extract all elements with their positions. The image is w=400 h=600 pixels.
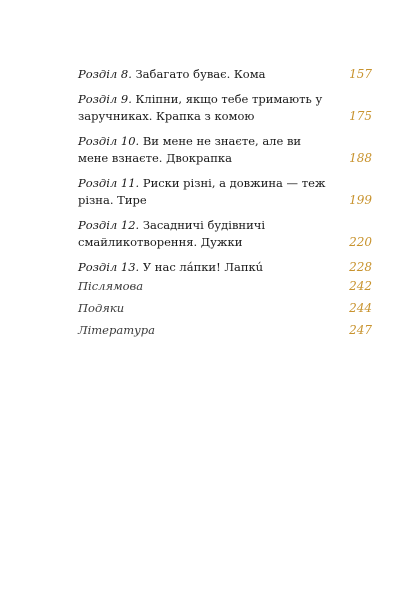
page-number: 244 (349, 301, 372, 315)
chapter-prefix: Розділ 9. (78, 92, 132, 106)
page-number: 188 (349, 151, 372, 165)
toc-entry-chapter-13[interactable] (78, 259, 372, 276)
backmatter-title: Подяки (78, 301, 125, 315)
page-number: 242 (349, 279, 372, 293)
page-number: 247 (349, 323, 372, 337)
page-number: 157 (349, 67, 372, 81)
toc-entry-chapter-8[interactable] (78, 66, 372, 83)
page-number: 220 (349, 235, 372, 249)
toc-entry-afterword[interactable] (78, 278, 372, 295)
page-number: 228 (349, 260, 372, 274)
toc-entry-chapter-12[interactable] (78, 217, 372, 251)
page-number: 199 (349, 193, 372, 207)
chapter-title: У нас лáпки! Лапкú (142, 260, 264, 274)
backmatter-title: Література (78, 323, 155, 337)
chapter-prefix: Розділ 10. (78, 134, 140, 148)
chapter-prefix: Розділ 13. (78, 260, 140, 274)
backmatter-title: Післямова (78, 279, 144, 293)
backmatter-list (78, 278, 372, 344)
toc-entry-chapter-10[interactable] (78, 133, 372, 167)
chapter-list (78, 66, 372, 284)
chapter-prefix: Розділ 8. (78, 67, 132, 81)
toc-entry-chapter-9[interactable] (78, 91, 372, 125)
toc-entry-chapter-11[interactable] (78, 175, 372, 209)
chapter-title: Ви мене не знаєте, але ви мене взнаєте. Двокрапка (78, 134, 302, 165)
chapter-title: Кліпни, якщо тебе тримають у заручниках. Крапка з комою (78, 92, 323, 123)
chapter-title: Риски різні, а довжина — теж різна. Тире (78, 176, 326, 207)
toc-entry-acknowledgements[interactable] (78, 300, 372, 317)
chapter-title: Забагато буває. Кома (135, 67, 266, 81)
chapter-prefix: Розділ 12. (78, 218, 140, 232)
page-number: 175 (349, 109, 372, 123)
toc-entry-bibliography[interactable] (78, 322, 372, 339)
chapter-title: Засадничі будівничі смайликотворення. Дужки (78, 218, 266, 249)
chapter-prefix: Розділ 11. (78, 176, 140, 190)
